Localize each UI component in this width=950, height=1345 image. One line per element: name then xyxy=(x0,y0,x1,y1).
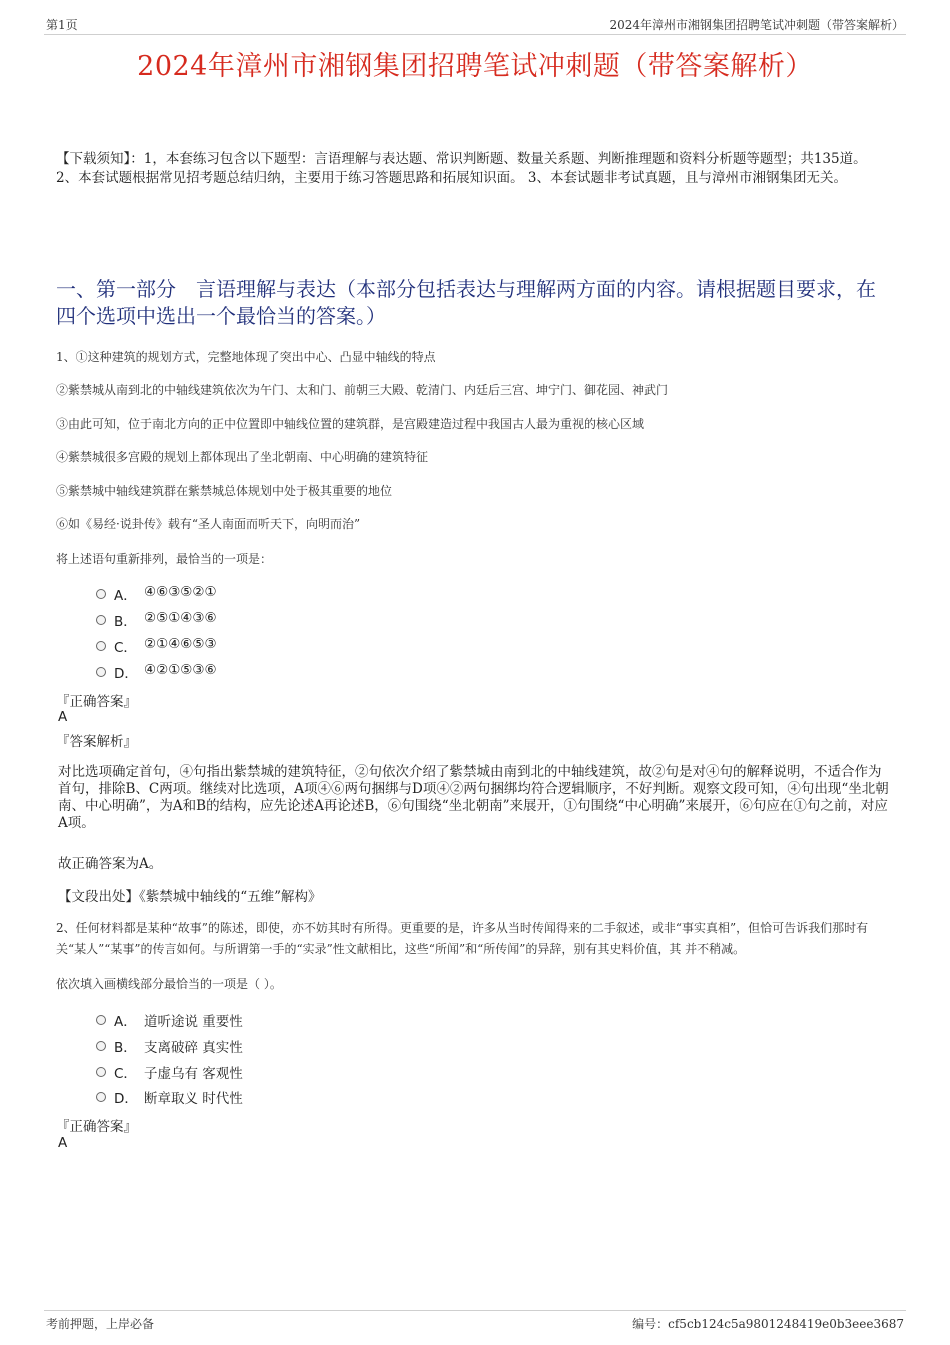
q1-answer-label: 『正确答案』 xyxy=(56,694,137,710)
question-1-stem xyxy=(56,348,892,568)
radio-button[interactable] xyxy=(96,667,106,677)
radio-button[interactable] xyxy=(96,1067,106,1077)
q1-line: ④紫禁城很多宫殿的规划上都体现出了坐北朝南、中心明确的建筑特征 xyxy=(56,450,429,464)
q1-prompt: 将上述语句重新排列，最恰当的一项是： xyxy=(56,552,273,566)
q1-analysis-label: 『答案解析』 xyxy=(56,734,137,750)
q1-line: ②紫禁城从南到北的中轴线建筑依次为午门、太和门、前朝三大殿、乾清门、内廷后三宫、坤宁门、御花园、神武门 xyxy=(56,383,669,397)
radio-button[interactable] xyxy=(96,1041,106,1051)
page-header xyxy=(44,14,906,35)
q1-source: 【文段出处】《紫禁城中轴线的“五维”解构》 xyxy=(58,889,322,905)
q1-answer: A xyxy=(58,709,68,725)
q1-line: ③由此可知，位于南北方向的正中位置即中轴线位置的建筑群，是宫殿建造过程中我国古人最为重视的核心区域 xyxy=(56,417,645,431)
q1-analysis: 对比选项确定首句，④句指出紫禁城的建筑特征，②句依次介绍了紫禁城由南到北的中轴线建筑，故②句是对④句的解释说明，不适合作为首句，排除B、C两项。继续对比选项，A项④⑥两句捆绑与D项④②两句捆绑均符合逻辑顺序，不好判断。观察文段可知，④句出现“坐北朝南、中心明确”，为A和B的结构，应先论述A再论述B，⑥句围绕“坐北朝南”来展开，①句围绕“中心明确”来展开，⑥句应在①句之前，对应A项。 xyxy=(58,764,889,831)
question-2-prompt-wrap xyxy=(56,975,892,995)
question-2-stem: 2、任何材料都是某种“故事”的陈述，即使，亦不妨其时有所得。更重要的是，许多从当时传闻得来的二手叙述，或非“事实真相”，但恰可告诉我们那时有关“某人”“某事”的传言如何。与所谓第一手的“实录”性文献相比，这些“所闻”和“所传闻”的异辞，别有其史料价值，其 并不稍减。 xyxy=(56,921,869,956)
q1-line: ⑥如《易经·说卦传》载有“圣人南面而听天下，向明而治” xyxy=(56,517,361,531)
section-heading: 一、第一部分 言语理解与表达（本部分包括表达与理解两方面的内容。请根据题目要求，在四个选项中选出一个最恰当的答案。） xyxy=(56,277,876,328)
page-footer xyxy=(44,1310,906,1335)
radio-button[interactable] xyxy=(96,589,106,599)
q1-line: ⑤紫禁城中轴线建筑群在紫禁城总体规划中处于极其重要的地位 xyxy=(56,484,393,498)
page-title: 2024年漳州市湘钢集团招聘笔试冲刺题（带答案解析） xyxy=(137,51,813,82)
q2-prompt: 依次填入画横线部分最恰当的一项是（ ）。 xyxy=(56,977,282,991)
q1-line: 1、①这种建筑的规划方式，完整地体现了突出中心、凸显中轴线的特点 xyxy=(56,350,436,364)
q2-answer-label: 『正确答案』 xyxy=(56,1119,137,1135)
footer-code: 编号：cf5cb124c5a9801248419e0b3eee3687 xyxy=(632,1317,904,1331)
download-notice: 【下载须知】：1，本套练习包含以下题型：言语理解与表达题、常识判断题、数量关系题、判断推理题和资料分析题等题型；共135道。 2、本套试题根据常见招考题总结归纳，主要用于练习答题思路和拓展知识面。 3、本套试题非考试真题，且与漳州市湘钢集团无关。 xyxy=(56,151,867,186)
q1-conclusion: 故正确答案为A。 xyxy=(58,856,163,872)
header-doc-title: 2024年漳州市湘钢集团招聘笔试冲刺题（带答案解析） xyxy=(609,18,904,32)
q2-answer: A xyxy=(58,1135,68,1151)
radio-button[interactable] xyxy=(96,641,106,651)
page-number: 第1页 xyxy=(46,18,78,32)
radio-button[interactable] xyxy=(96,1092,106,1102)
radio-button[interactable] xyxy=(96,1015,106,1025)
footer-slogan: 考前押题，上岸必备 xyxy=(46,1317,155,1331)
radio-button[interactable] xyxy=(96,615,106,625)
